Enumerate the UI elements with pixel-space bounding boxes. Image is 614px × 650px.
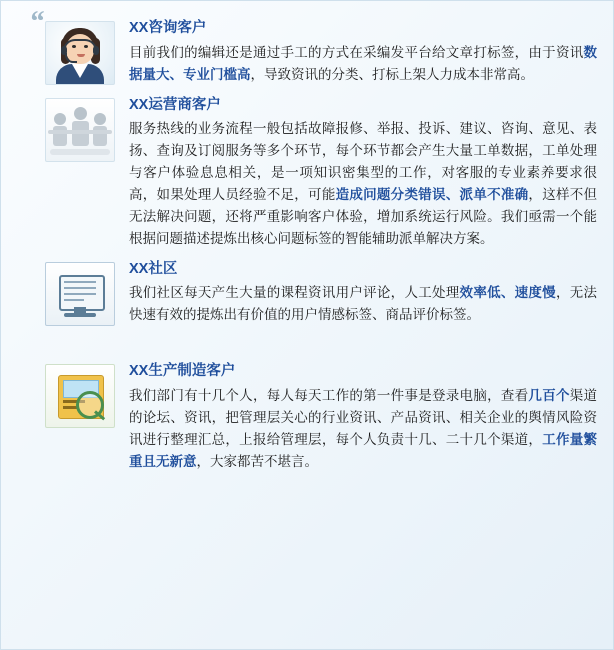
body-text: ，无法快速有效的提炼出有价值的用户情感标签、商品评价标签。 [129, 285, 598, 323]
list-item-paragraph [129, 42, 597, 86]
body-text: 渠道的论坛、资讯，把管理层关心的行业资讯、产品资讯、相关企业的舆情风险资讯进行整理汇总，上报给管理层，每个人负责十几、二十几个渠道， [129, 387, 598, 447]
list-item-title: XX运营商客户 [129, 96, 221, 113]
list-item-body [129, 19, 597, 86]
highlighted-text: 数据量大、专业门槛高 [129, 44, 597, 82]
list-item-title: XX生产制造客户 [129, 363, 236, 380]
highlighted-text: 造成问题分类错误、派单不准确 [335, 186, 529, 202]
list-item [1, 362, 614, 472]
list-item-paragraph [129, 385, 597, 472]
customer-service-avatar-icon [45, 21, 115, 85]
list-item-body [129, 96, 597, 250]
body-text: ，大家都苦不堪言。 [196, 453, 318, 469]
highlighted-text: 工作量繁重且无新意 [129, 431, 598, 469]
testimonial-list [1, 19, 614, 482]
highlighted-text: 几百个 [528, 387, 570, 403]
body-text: 目前我们的编辑还是通过手工的方式在采编发平台给文章打标签，由于资讯 [129, 44, 584, 60]
list-item-body [129, 362, 597, 472]
monitor-screen-icon [45, 262, 115, 326]
quote-mark-icon: “ [29, 5, 42, 38]
list-item-title: XX咨询客户 [129, 20, 207, 36]
body-text: 我们社区每天产生大量的课程资讯用户评论，人工处理 [129, 285, 460, 301]
list-item-paragraph [129, 282, 597, 326]
body-text: ，导致资讯的分类、打标上架人力成本非常高。 [250, 66, 534, 82]
people-group-icon [45, 98, 115, 162]
list-item-body [129, 260, 597, 327]
list-item [1, 96, 614, 250]
body-text: 服务热线的业务流程一般包括故障报修、举报、投诉、建议、咨询、意见、表扬、查询及订阅服务等多个环节，每个环节都会产生大量工单数据，工单处理与客户体验息息相关，是一项知识密集型的工作，对客服的专业素养要求很高，如果处理人员经验不足，可能 [129, 121, 597, 202]
list-item [1, 260, 614, 327]
highlighted-text: 效率低、速度慢 [459, 285, 556, 301]
list-item-paragraph [129, 118, 597, 249]
body-text: ，这样不但无法解决问题，还将严重影响客户体验，增加系统运行风险。我们亟需一个能根据问题描述提炼出核心问题标签的智能辅助派单解决方案。 [129, 186, 598, 246]
list-item [1, 19, 614, 86]
body-text: 我们部门有十几个人，每人每天工作的第一件事是登录电脑，查看 [129, 387, 529, 403]
factory-machine-icon [45, 364, 115, 428]
list-item-title: XX社区 [129, 260, 178, 277]
